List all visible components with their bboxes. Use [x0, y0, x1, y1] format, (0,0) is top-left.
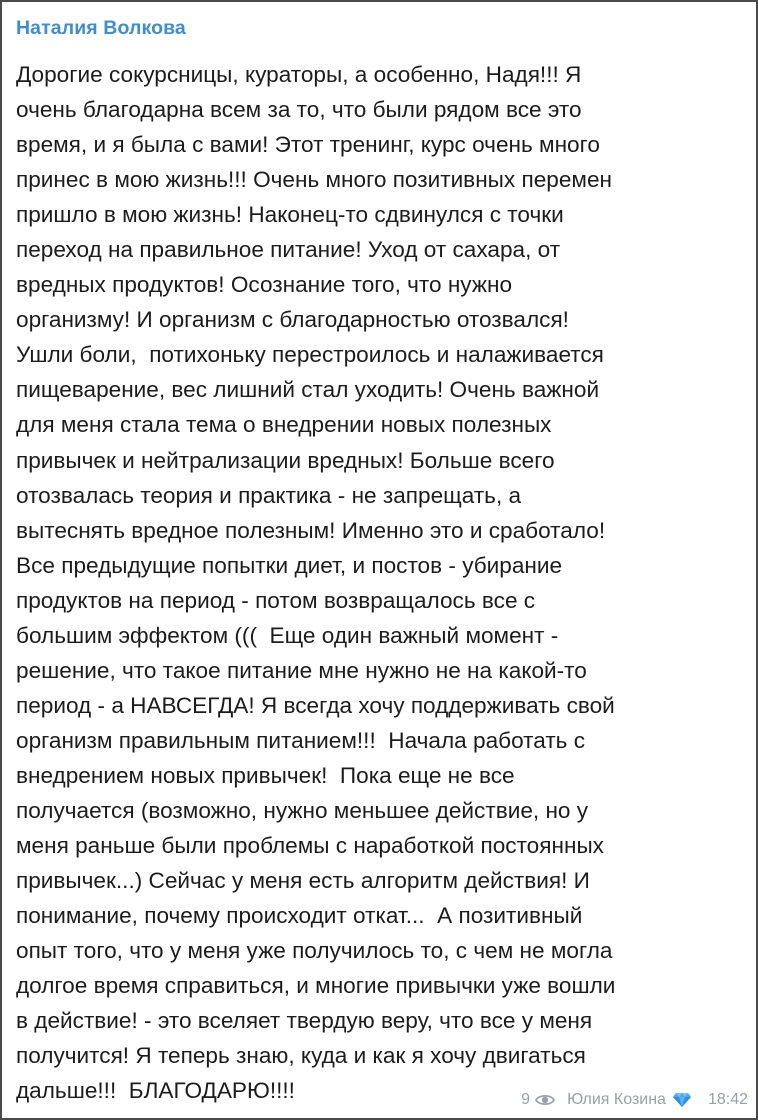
message-line: пришло в мою жизнь! Наконец-то сдвинулся с точки: [16, 202, 564, 228]
message-line: вытеснять вредное полезным! Именно это и сработало!: [16, 517, 606, 543]
message-line: получается (возможно, нужно меньшее действие, но у: [16, 797, 589, 823]
message-line: понимание, почему происходит откат... А позитивный: [16, 903, 583, 929]
message-line: принес в мою жизнь!!! Очень много позитивных перемен: [16, 167, 612, 193]
views-count: 9: [521, 1091, 531, 1108]
message-line: большим эффектом ((( Еще один важный момент -: [16, 622, 559, 648]
message-line: Все предыдущие попытки диет, и постов - убирание: [16, 552, 563, 578]
message-meta: [515, 1087, 748, 1113]
message-line: получится! Я теперь знаю, куда и как я хочу двигаться: [16, 1043, 586, 1069]
diamond-icon: [672, 1092, 692, 1108]
message-line: отозвалась теория и практика - не запрещать, а: [16, 482, 522, 508]
message-line: продуктов на период - потом возвращалось все с: [16, 587, 536, 613]
message-line: переход на правильное питание! Уход от сахара, от: [16, 237, 561, 263]
eye-icon: [535, 1093, 555, 1107]
message-line: организм правильным питанием!!! Начала работать с: [16, 727, 586, 753]
message-text: [16, 57, 756, 1108]
message-line: привычек...) Сейчас у меня есть алгоритм действия! И: [16, 868, 590, 894]
message-line: время, и я была с вами! Этот тренинг, курс очень много: [16, 132, 600, 158]
message-line: очень благодарна всем за то, что были рядом все это: [16, 97, 582, 123]
post-author: Юлия Козина: [567, 1091, 666, 1108]
message-line: опыт того, что у меня уже получилось то, с чем не могла: [16, 938, 613, 964]
message-line: период - а НАВСЕГДА! Я всегда хочу поддерживать свой: [16, 692, 615, 718]
sender-name[interactable]: Наталия Волкова: [16, 17, 186, 39]
message-line: долгое время справиться, и многие привычки уже вошли: [16, 973, 616, 999]
message-line: пищеварение, вес лишний стал уходить! Очень важной: [16, 377, 600, 403]
message-line: привычек и нейтрализации вредных! Больше всего: [16, 447, 555, 473]
message-line: для меня стала тема о внедрении новых полезных: [16, 412, 552, 438]
message-bubble: [4, 4, 754, 1116]
message-line: в действие! - это вселяет твердую веру, что все у меня: [16, 1008, 593, 1034]
message-line: вредных продуктов! Осознание того, что нужно: [16, 272, 513, 298]
message-line: дальше!!! БЛАГОДАРЮ!!!!: [16, 1078, 295, 1104]
message-line: Ушли боли, потихоньку перестроилось и налаживается: [16, 342, 604, 368]
message-line: организму! И организм с благодарностью отозвался!: [16, 307, 569, 333]
message-line: внедрением новых привычек! Пока еще не все: [16, 762, 515, 788]
message-line: меня раньше были проблемы с наработкой постоянных: [16, 833, 604, 859]
message-line: решение, что такое питание мне нужно не на какой-то: [16, 657, 587, 683]
message-line: Дорогие сокурсницы, кураторы, а особенно, Надя!!! Я: [16, 62, 582, 87]
message-time: 18:42: [707, 1091, 748, 1108]
